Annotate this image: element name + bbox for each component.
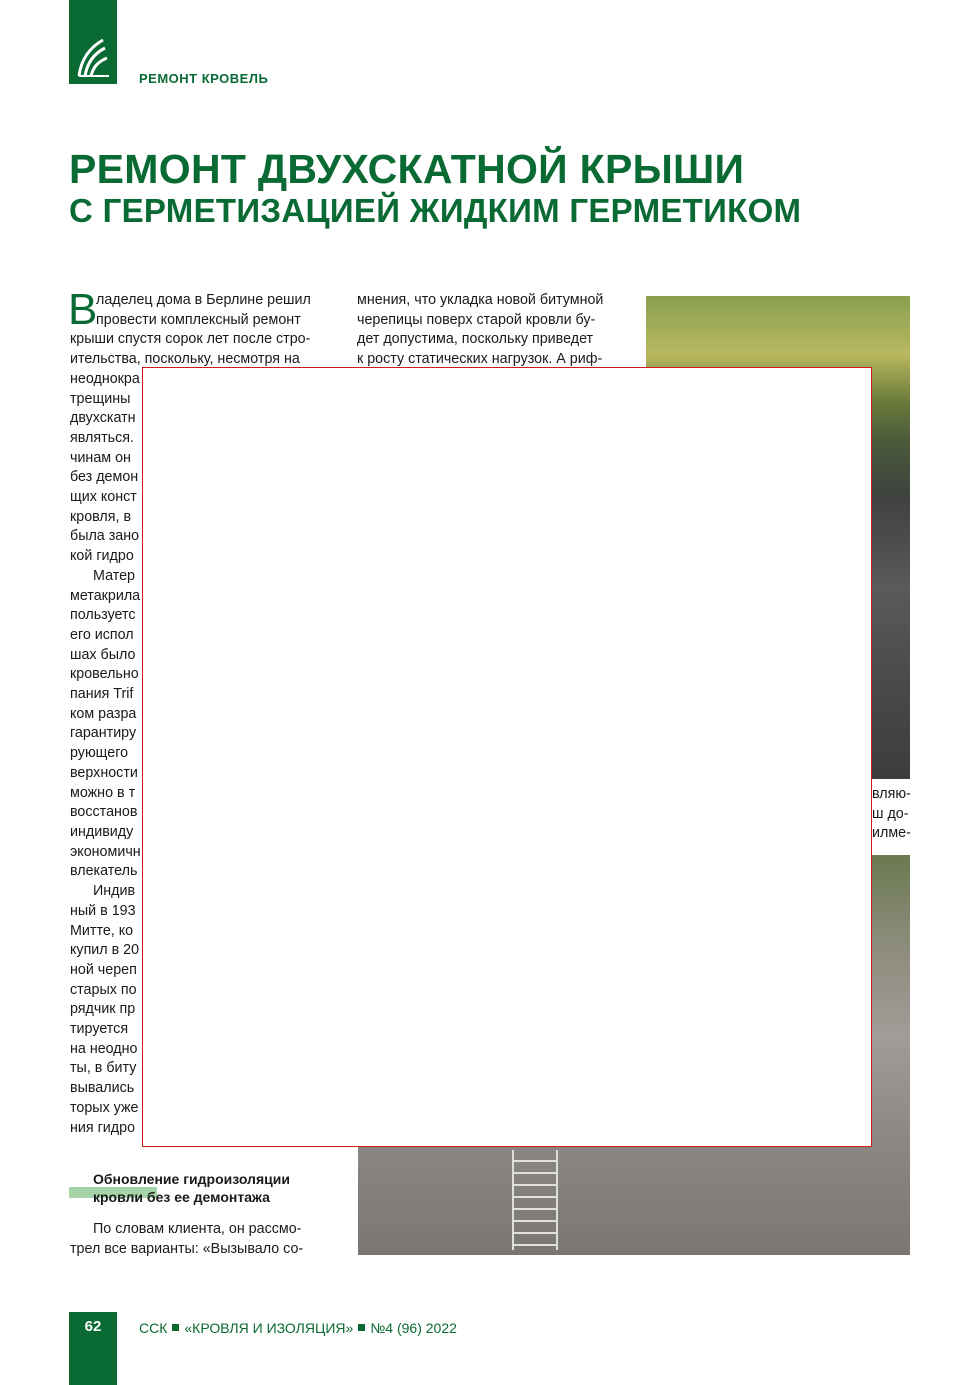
text-line: экономичн: [70, 843, 141, 860]
text-line: торых уже: [70, 1099, 139, 1116]
text-line: вляю-: [872, 786, 911, 802]
footer-credits: [139, 1320, 457, 1336]
blank-overlay-box: [142, 367, 872, 1147]
footer-publisher: ССК: [139, 1320, 168, 1336]
text-line: влекатель: [70, 863, 138, 880]
text-line: илме-: [872, 825, 911, 842]
text-line: ладелец дома в Берлине решил: [96, 292, 311, 308]
text-line: купил в 20: [70, 942, 140, 959]
text-line: можно в т: [70, 784, 136, 801]
text-line: Митте, ко: [70, 922, 134, 939]
text-line: восстанов: [70, 804, 138, 821]
text-line: шах было: [70, 646, 136, 663]
text-line: ительства, поскольку, несмотря на: [70, 351, 300, 368]
text-line: трещины: [70, 390, 131, 407]
text-line: ты, в биту: [70, 1060, 137, 1077]
text-line: была зано: [70, 528, 140, 545]
text-line: трел все варианты: «Вызывало со-: [70, 1240, 304, 1257]
text-line: провести комплексный ремонт: [96, 311, 301, 328]
text-line: вывались: [70, 1080, 135, 1097]
text-line: Матер: [93, 567, 135, 584]
text-line: ш до-: [872, 805, 909, 822]
text-line: на неодно: [70, 1040, 138, 1057]
text-line: крыши спустя сорок лет после стро-: [70, 331, 311, 348]
text-line: ной череп: [70, 961, 137, 978]
text-line: индивиду: [70, 823, 134, 840]
text-line: кровельно: [70, 666, 139, 683]
text-line: ком разра: [70, 705, 137, 722]
article-title-line-2: С ГЕРМЕТИЗАЦИЕЙ ЖИДКИМ ГЕРМЕТИКОМ: [69, 192, 802, 229]
text-line: чинам он: [70, 449, 131, 466]
footer-issue: №4 (96) 2022: [370, 1320, 457, 1336]
article-title-line-1: РЕМОНТ ДВУХСКАТНОЙ КРЫШИ: [69, 146, 745, 192]
text-line: мнения, что укладка новой битумной: [357, 292, 604, 308]
section-label: РЕМОНТ КРОВЕЛЬ: [139, 71, 269, 86]
text-line: без демон: [70, 469, 139, 486]
text-line: к росту статических нагрузок. А риф-: [357, 351, 603, 368]
text-line: рующего: [70, 745, 129, 762]
text-line: метакрила: [70, 587, 141, 604]
leaf-logo-icon: [75, 36, 111, 78]
text-line: двухскатн: [70, 410, 136, 427]
page-number: 62: [84, 1318, 102, 1335]
text-line: пания Trif: [70, 686, 134, 703]
text-line: ный в 193: [70, 902, 136, 919]
text-column-2: [357, 291, 622, 370]
text-line: тируется: [70, 1021, 129, 1038]
text-line: По словам клиента, он рассмо-: [93, 1221, 302, 1237]
text-line: дет допустима, поскольку приведет: [357, 331, 594, 348]
text-line: черепицы поверх старой кровли бу-: [357, 311, 596, 328]
square-bullet-icon: [358, 1324, 365, 1331]
subheading-line: кровли без ее демонтажа: [93, 1189, 270, 1205]
text-line: щих конст: [70, 489, 137, 506]
roof-ladder-photo-detail: [512, 1150, 558, 1250]
text-line: его испол: [70, 626, 134, 643]
logo-block: [69, 0, 117, 84]
text-column-3-fragment: [872, 785, 912, 844]
text-line: Индив: [93, 883, 136, 900]
text-line: верхности: [70, 764, 138, 781]
text-column-1-continued: [70, 1220, 335, 1259]
drop-cap: В: [68, 285, 98, 334]
text-line: кой гидро: [70, 548, 134, 565]
subheading: [93, 1170, 290, 1206]
text-line: рядчик пр: [70, 1001, 136, 1018]
square-bullet-icon: [172, 1324, 179, 1331]
text-line: ния гидро: [70, 1119, 136, 1136]
text-line: старых по: [70, 981, 137, 998]
footer-magazine: «КРОВЛЯ И ИЗОЛЯЦИЯ»: [184, 1320, 354, 1336]
text-line: гарантиру: [70, 725, 137, 742]
text-line: кровля, в: [70, 508, 132, 525]
text-line: неоднокра: [70, 370, 140, 387]
text-line: являться.: [70, 429, 134, 446]
text-line: пользуетс: [70, 607, 136, 624]
subheading-line: Обновление гидроизоляции: [93, 1171, 290, 1187]
